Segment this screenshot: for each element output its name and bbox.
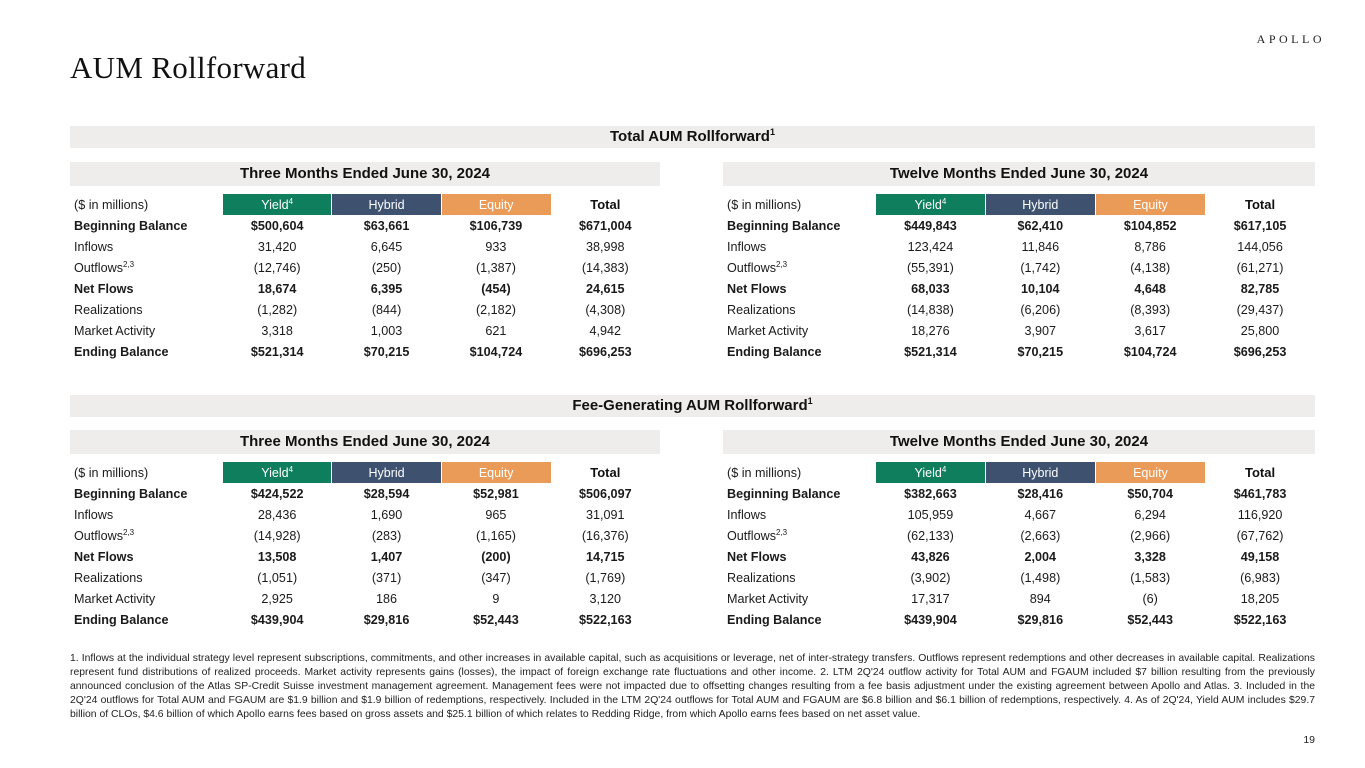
table-row <box>70 278 660 299</box>
row-label: Net Flows <box>74 549 134 564</box>
row-label: Realizations <box>727 570 796 585</box>
aum-table <box>70 194 660 362</box>
row-label: Market Activity <box>74 591 156 606</box>
table-row <box>70 525 660 546</box>
table-total-aum-12m <box>723 194 1315 362</box>
row-label: Inflows <box>727 507 767 522</box>
value-cell: 1,407 <box>370 549 403 564</box>
value-cell: (67,762) <box>1236 528 1284 543</box>
value-cell: (1,769) <box>585 570 626 585</box>
row-label: Inflows <box>74 507 114 522</box>
table-fgaum-12m <box>723 462 1315 630</box>
table-total-aum-3m <box>70 194 660 362</box>
value-cell: 6,395 <box>370 281 403 296</box>
aum-table <box>723 194 1315 362</box>
value-cell: 17,317 <box>911 591 950 606</box>
row-label: Net Flows <box>74 281 134 296</box>
value-cell: 2,925 <box>261 591 293 606</box>
value-cell: (2,182) <box>475 302 516 317</box>
value-cell: (3,902) <box>910 570 951 585</box>
table-row <box>723 567 1315 588</box>
value-cell: $104,724 <box>469 344 523 359</box>
value-cell: (14,838) <box>906 302 954 317</box>
value-cell: 13,508 <box>257 549 297 564</box>
unit-label: ($ in millions) <box>74 197 149 212</box>
value-cell: $104,724 <box>1123 344 1177 359</box>
column-header-total: Total <box>590 465 621 480</box>
value-cell: $29,816 <box>1017 612 1064 627</box>
aum-table <box>70 462 660 630</box>
value-cell: (2,966) <box>1130 528 1171 543</box>
value-cell: (62,133) <box>906 528 954 543</box>
value-cell: $106,739 <box>469 218 523 233</box>
table-row <box>723 299 1315 320</box>
value-cell: 18,205 <box>1240 591 1280 606</box>
value-cell: $522,163 <box>579 612 632 627</box>
aum-table <box>723 462 1315 630</box>
value-cell: (14,383) <box>581 260 629 275</box>
row-label: Beginning Balance <box>727 218 841 233</box>
table-row <box>70 546 660 567</box>
value-cell: $500,604 <box>250 218 304 233</box>
row-label: Ending Balance <box>74 612 169 627</box>
value-cell: 28,436 <box>257 507 297 522</box>
value-cell: 14,715 <box>586 549 625 564</box>
value-cell: 965 <box>485 507 507 522</box>
table-row <box>70 257 660 278</box>
footnote-ref-1: 1 <box>807 396 813 406</box>
value-cell: $70,215 <box>1017 344 1064 359</box>
value-cell: 933 <box>485 239 507 254</box>
column-header-equity: Equity <box>1095 462 1205 483</box>
value-cell: 894 <box>1029 591 1051 606</box>
value-cell: 1,690 <box>370 507 403 522</box>
value-cell: 25,800 <box>1240 323 1280 338</box>
value-cell: 4,942 <box>589 323 622 338</box>
row-label: Market Activity <box>727 591 809 606</box>
value-cell: 6,645 <box>370 239 403 254</box>
row-label: Market Activity <box>727 323 809 338</box>
value-cell: $671,004 <box>579 218 632 233</box>
value-cell: (1,498) <box>1020 570 1061 585</box>
column-header-row <box>70 462 660 483</box>
row-label: Realizations <box>74 302 143 317</box>
period-header-fgaum-3m <box>70 430 660 454</box>
table-row <box>723 278 1315 299</box>
column-header-row <box>723 194 1315 215</box>
value-cell: $522,163 <box>1233 612 1287 627</box>
value-cell: 123,424 <box>907 239 954 254</box>
value-cell: (6,206) <box>1020 302 1061 317</box>
value-cell: (61,271) <box>1236 260 1284 275</box>
row-label: Beginning Balance <box>74 218 188 233</box>
value-cell: (4,138) <box>1130 260 1171 275</box>
row-label: Net Flows <box>727 549 787 564</box>
column-header-yield: Yield$^4$ <box>223 462 332 483</box>
value-cell: $521,314 <box>904 344 957 359</box>
value-cell: 3,120 <box>589 591 622 606</box>
value-cell: 10,104 <box>1021 281 1060 296</box>
table-row <box>723 546 1315 567</box>
column-header-yield: Yield$^4$ <box>876 462 986 483</box>
value-cell: (12,746) <box>253 260 301 275</box>
unit-label: ($ in millions) <box>74 465 149 480</box>
value-cell: 11,846 <box>1021 239 1060 254</box>
value-cell: 9 <box>492 591 500 606</box>
value-cell: (16,376) <box>581 528 629 543</box>
value-cell: 3,617 <box>1134 323 1166 338</box>
value-cell: (6) <box>1142 591 1158 606</box>
section-header-total-aum <box>70 126 1315 148</box>
value-cell: $50,704 <box>1127 486 1173 501</box>
row-label: Inflows <box>74 239 114 254</box>
row-label: Realizations <box>74 570 143 585</box>
value-cell: 3,328 <box>1134 549 1166 564</box>
row-label: Outflows$^{2,3}$ <box>74 527 135 543</box>
value-cell: 18,674 <box>257 281 297 296</box>
value-cell: 49,158 <box>1240 549 1280 564</box>
row-label: Ending Balance <box>74 344 169 359</box>
value-cell: (200) <box>481 549 511 564</box>
value-cell: $29,816 <box>363 612 410 627</box>
value-cell: $52,981 <box>473 486 519 501</box>
row-label: Outflows$^{2,3}$ <box>74 259 135 275</box>
value-cell: $62,410 <box>1017 218 1064 233</box>
row-label: Ending Balance <box>727 612 822 627</box>
value-cell: 24,615 <box>586 281 625 296</box>
column-header-equity: Equity <box>1095 194 1205 215</box>
value-cell: $28,416 <box>1017 486 1064 501</box>
column-header-total: Total <box>1245 197 1276 212</box>
value-cell: (250) <box>371 260 402 275</box>
value-cell: 6,294 <box>1134 507 1166 522</box>
column-header-hybrid: Hybrid <box>985 462 1095 483</box>
column-header-hybrid: Hybrid <box>332 462 441 483</box>
value-cell: 4,648 <box>1134 281 1166 296</box>
period-header-total-12m <box>723 162 1315 186</box>
section-title-text: Total AUM Rollforward <box>609 128 770 145</box>
table-row <box>70 236 660 257</box>
column-header-equity: Equity <box>441 462 550 483</box>
table-row <box>723 588 1315 609</box>
row-label: Outflows$^{2,3}$ <box>727 527 788 543</box>
value-cell: $617,105 <box>1233 218 1287 233</box>
value-cell: 3,907 <box>1024 323 1057 338</box>
value-cell: (1,742) <box>1020 260 1061 275</box>
value-cell: 116,920 <box>1237 507 1283 522</box>
value-cell: 68,033 <box>911 281 950 296</box>
row-label: Ending Balance <box>727 344 822 359</box>
value-cell: $506,097 <box>579 486 632 501</box>
value-cell: $439,904 <box>904 612 957 627</box>
value-cell: 3,318 <box>261 323 293 338</box>
table-row <box>723 215 1315 236</box>
value-cell: 43,826 <box>911 549 950 564</box>
value-cell: (371) <box>371 570 402 585</box>
section-title-text: Fee-Generating AUM Rollforward <box>572 397 808 414</box>
row-label: Realizations <box>727 302 796 317</box>
value-cell: $461,783 <box>1233 486 1287 501</box>
section-header-fee-generating-aum <box>70 395 1315 417</box>
value-cell: $521,314 <box>250 344 304 359</box>
value-cell: $382,663 <box>904 486 957 501</box>
table-row <box>723 236 1315 257</box>
column-header-row <box>723 462 1315 483</box>
value-cell: 621 <box>485 323 507 338</box>
value-cell: (1,282) <box>257 302 298 317</box>
table-row <box>70 299 660 320</box>
value-cell: $439,904 <box>250 612 304 627</box>
value-cell: 105,959 <box>907 507 954 522</box>
value-cell: $104,852 <box>1123 218 1177 233</box>
value-cell: $52,443 <box>1127 612 1173 627</box>
table-row <box>70 341 660 362</box>
value-cell: 38,998 <box>586 239 625 254</box>
table-row <box>70 588 660 609</box>
value-cell: (844) <box>371 302 402 317</box>
row-label: Net Flows <box>727 281 787 296</box>
value-cell: 2,004 <box>1024 549 1057 564</box>
period-label: Three Months Ended June 30, 2024 <box>239 165 491 182</box>
value-cell: $696,253 <box>579 344 632 359</box>
value-cell: 186 <box>376 591 398 606</box>
value-cell: $70,215 <box>363 344 410 359</box>
page-title: AUM Rollforward <box>70 50 307 85</box>
column-header-row <box>70 194 660 215</box>
value-cell: (6,983) <box>1240 570 1281 585</box>
table-row <box>723 525 1315 546</box>
table-row <box>70 483 660 504</box>
table-row <box>70 215 660 236</box>
value-cell: $28,594 <box>363 486 410 501</box>
row-label: Inflows <box>727 239 767 254</box>
value-cell: 8,786 <box>1134 239 1166 254</box>
value-cell: 31,420 <box>257 239 297 254</box>
value-cell: 82,785 <box>1240 281 1280 296</box>
table-row <box>70 504 660 525</box>
unit-label: ($ in millions) <box>727 197 802 212</box>
table-row <box>723 320 1315 341</box>
column-header-equity: Equity <box>441 194 550 215</box>
value-cell: (8,393) <box>1130 302 1171 317</box>
unit-label: ($ in millions) <box>727 465 802 480</box>
period-label: Twelve Months Ended June 30, 2024 <box>889 165 1149 182</box>
table-row <box>70 609 660 630</box>
value-cell: (1,583) <box>1130 570 1171 585</box>
column-header-hybrid: Hybrid <box>985 194 1095 215</box>
row-label: Market Activity <box>74 323 156 338</box>
value-cell: (1,051) <box>257 570 298 585</box>
column-header-total: Total <box>590 197 621 212</box>
value-cell: (4,308) <box>585 302 626 317</box>
row-label: Beginning Balance <box>727 486 841 501</box>
period-label: Three Months Ended June 30, 2024 <box>239 433 491 450</box>
column-header-hybrid: Hybrid <box>332 194 441 215</box>
table-row <box>723 257 1315 278</box>
value-cell: (1,165) <box>475 528 516 543</box>
value-cell: 4,667 <box>1024 507 1057 522</box>
period-header-total-3m <box>70 162 660 186</box>
table-fgaum-3m <box>70 462 660 630</box>
value-cell: (2,663) <box>1020 528 1061 543</box>
value-cell: $424,522 <box>250 486 304 501</box>
value-cell: 1,003 <box>370 323 403 338</box>
table-row <box>723 504 1315 525</box>
page-number: 19 <box>1303 734 1315 746</box>
column-header-total: Total <box>1245 465 1276 480</box>
value-cell: 31,091 <box>586 507 625 522</box>
table-row <box>723 341 1315 362</box>
value-cell: (454) <box>481 281 511 296</box>
row-label: Outflows$^{2,3}$ <box>727 259 788 275</box>
value-cell: 18,276 <box>911 323 950 338</box>
period-label: Twelve Months Ended June 30, 2024 <box>889 433 1149 450</box>
value-cell: (55,391) <box>906 260 954 275</box>
table-row <box>70 320 660 341</box>
value-cell: $696,253 <box>1233 344 1287 359</box>
row-label: Beginning Balance <box>74 486 188 501</box>
period-header-fgaum-12m <box>723 430 1315 454</box>
value-cell: (29,437) <box>1236 302 1284 317</box>
value-cell: (347) <box>481 570 511 585</box>
table-row <box>723 483 1315 504</box>
value-cell: $449,843 <box>904 218 957 233</box>
column-header-yield: Yield$^4$ <box>223 194 332 215</box>
value-cell: $52,443 <box>473 612 519 627</box>
table-row <box>70 567 660 588</box>
footnotes: 1. Inflows at the individual strategy level represent subscriptions, commitments, and other increases in available capital, such as acquisitions or leverage, net of inter-strategy transfers. Outflows represent redemptions and other decreases in available capital. Realizations represent fund distributions of realized proceeds. Market activity represents gains (losses), the impact of foreign exchange rate fluctuations and other income. 2. LTM 2Q'24 outflow activity for Total AUM and FGAUM included $7 billion resulting from the previously announced conclusion of the Atlas SP-Credit Suisse investment management agreement. Management fees were not impacted due to offsetting changes resulting from a fee basis adjustment under the existing agreement between Apollo and Atlas. 3. Included in the 2Q'24 outflows for Total AUM and FGAUM are $1.9 billion and $1.9 billion of redemptions, respectively. Included in the LTM 2Q'24 outflows for Total AUM and FGAUM are $6.8 billion and $6.1 billion of redemptions, respectively. 4. As of 2Q'24, Yield AUM includes $29.7 billion of CLOs, $4.6 billion of which Apollo earns fees based on gross assets and $25.1 billion of which relates to Redding Ridge, from which Apollo earns fees based on net asset value. <box>70 653 1315 720</box>
value-cell: (14,928) <box>253 528 301 543</box>
apollo-logo: APOLLO <box>1256 32 1325 46</box>
column-header-yield: Yield$^4$ <box>876 194 986 215</box>
value-cell: (1,387) <box>475 260 516 275</box>
value-cell: (283) <box>371 528 402 543</box>
footnote-ref-1: 1 <box>769 127 775 137</box>
value-cell: $63,661 <box>363 218 410 233</box>
table-row <box>723 609 1315 630</box>
value-cell: 144,056 <box>1237 239 1283 254</box>
